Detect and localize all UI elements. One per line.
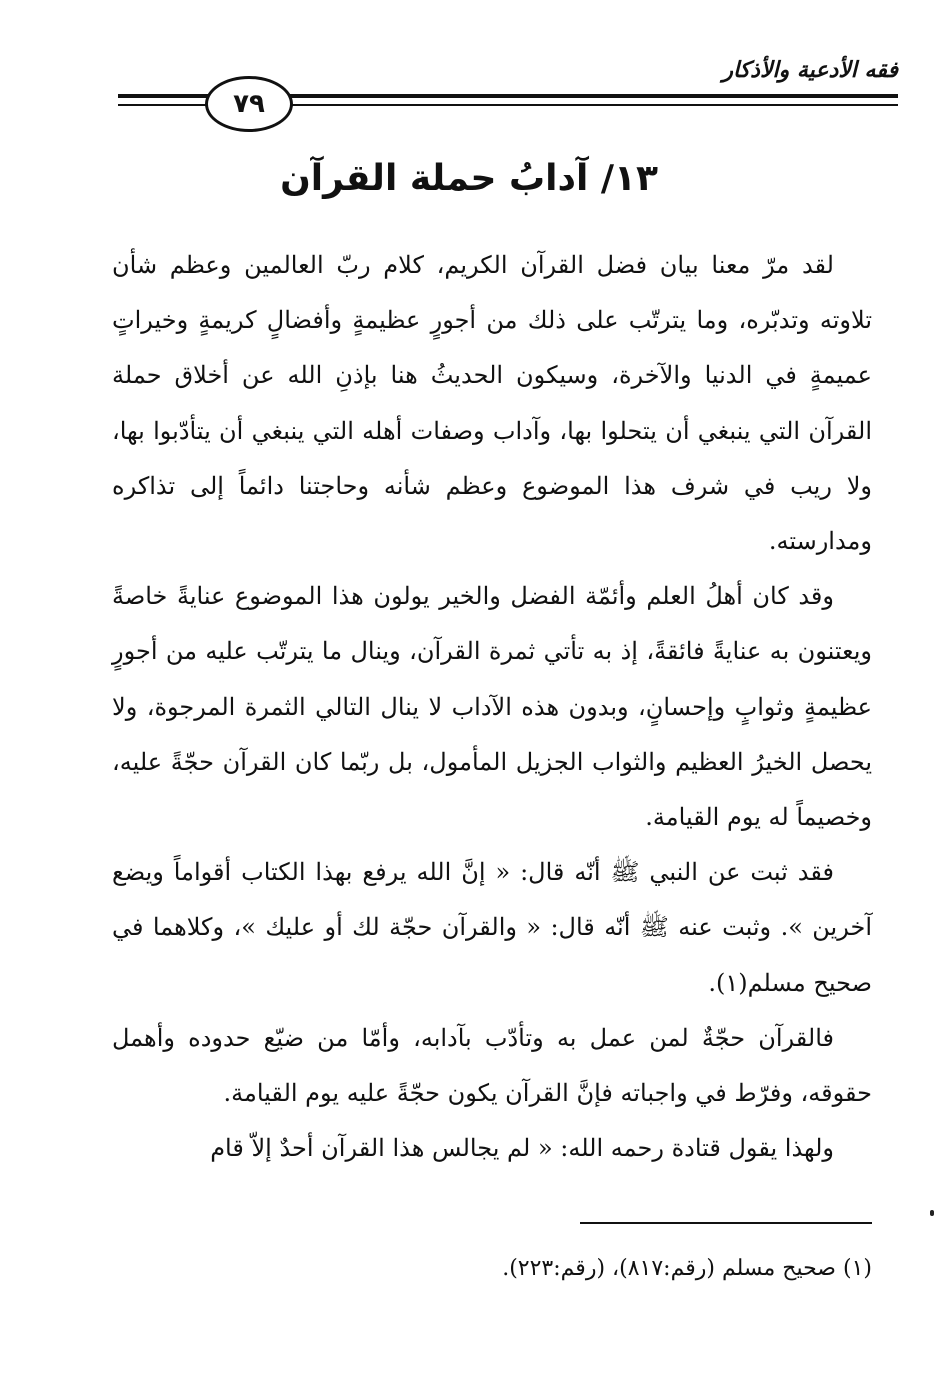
- footnote-divider: [580, 1222, 872, 1224]
- page-number-badge: [205, 76, 293, 132]
- paragraph-2: وقد كان أهلُ العلم وأئمّة الفضل والخير يولون هذا الموضوع عنايةً خاصةً ويعتنون به عنايةً فائقةً، إذ به تأتي ثمرة القرآن، وينال ما يترتّب عليه من أجورٍ عظيمةٍ وثوابٍ وإحسانٍ، وبدون هذه الآداب لا ينال التالي الثمرة المرجوة، ولا يحصل الخيرُ العظيم والثواب الجزيل المأمول، بل ربّما كان القرآن حجّةً عليه، وخصيماً له يوم القيامة.: [112, 582, 873, 832]
- scan-speck: [930, 1210, 934, 1216]
- paragraph-3: فقد ثبت عن النبي ﷺ أنّه قال: « إنَّ الله يرفع بهذا الكتاب أقواماً ويضع آخرين ». وثبت عنه ﷺ أنّه قال: « والقرآن حجّة لك أو عليك »، وكلاهما في صحيح مسلم(١).: [112, 858, 872, 997]
- paragraph-4: فالقرآن حجّةٌ لمن عمل به وتأدّب بآدابه، وأمّا من ضيّع حدوده وأهمل حقوقه، وفرّط في واجباته فإنَّ القرآن يكون حجّةً عليه يوم القيامة.: [112, 1023, 872, 1108]
- running-title: فقه الأدعية والأذكار: [722, 58, 898, 83]
- paragraph-5: ولهذا يقول قتادة رحمه الله: « لم يجالس هذا القرآن أحدٌ إلاّ قام: [210, 1134, 834, 1163]
- paragraph-1: لقد مرّ معنا بيان فضل القرآن الكريم، كلام ربّ العالمين وعظم شأن تلاوته وتدبّره، وما يترتّب على ذلك من أجورٍ عظيمةٍ وأفضالٍ كريمةٍ وخيراتٍ عميمةٍ في الدنيا والآخرة، وسيكون الحديثُ هنا بإذنِ الله عن أخلاق حملة القرآن التي ينبغي أن يتحلوا بها، وآداب وصفات أهله التي ينبغي أن يتأدّبوا بها، ولا ريب في شرف هذا الموضوع وعظم شأنه وحاجتنا دائماً إلى تذاكره ومدارسته.: [112, 251, 872, 556]
- footnote: (١) صحيح مسلم (رقم:٨١٧)، (رقم:٢٢٣).: [502, 1256, 872, 1281]
- page-number: ٧٩: [233, 89, 265, 119]
- body-text: [112, 238, 872, 1176]
- section-title: ١٣/ آدابُ حملة القرآن: [280, 158, 658, 199]
